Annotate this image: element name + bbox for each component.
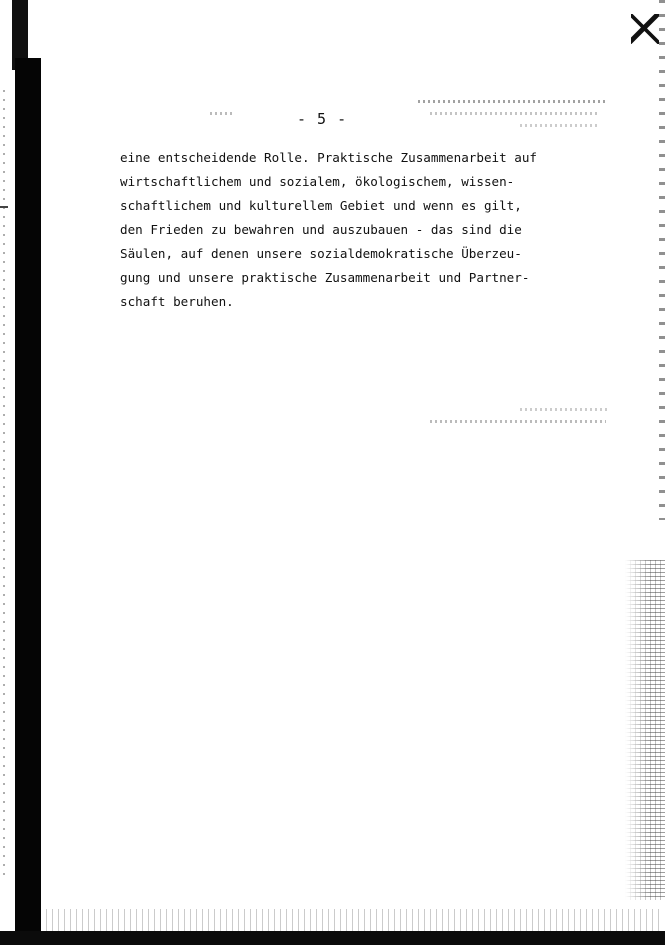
scan-noise-left <box>3 90 5 880</box>
text-line: den Frieden zu bewahren und auszubauen - das sind die <box>120 222 522 237</box>
body-paragraph <box>120 146 540 314</box>
text-line: eine entscheidende Rolle. Praktische Zusammenarbeit auf <box>120 150 538 165</box>
scan-noise-right <box>625 560 665 900</box>
scan-corner-mark <box>631 14 659 44</box>
scan-noise-bottom <box>40 909 660 931</box>
scan-noise-right-edge <box>659 0 665 520</box>
scan-shadow-bottom <box>0 931 665 945</box>
scan-mark-left <box>0 206 8 208</box>
scan-noise-header-4 <box>210 112 232 115</box>
text-line: gung und unsere praktische Zusammenarbeit und Partner- <box>120 270 530 285</box>
scan-noise-header-2 <box>430 112 600 115</box>
scan-noise-header <box>418 100 606 103</box>
scan-shadow-left <box>15 58 41 945</box>
text-line: schaft beruhen. <box>120 294 234 309</box>
scan-noise-header-3 <box>520 124 600 127</box>
scan-noise-mid-2 <box>520 408 610 411</box>
text-line: Säulen, auf denen unsere sozialdemokratische Überzeu- <box>120 246 522 261</box>
scan-noise-mid <box>430 420 606 423</box>
page-number: - 5 - <box>297 110 348 128</box>
text-line: schaftlichem und kulturellem Gebiet und wenn es gilt, <box>120 198 522 213</box>
text-line: wirtschaftlichem und sozialem, ökologischem, wissen- <box>120 174 515 189</box>
